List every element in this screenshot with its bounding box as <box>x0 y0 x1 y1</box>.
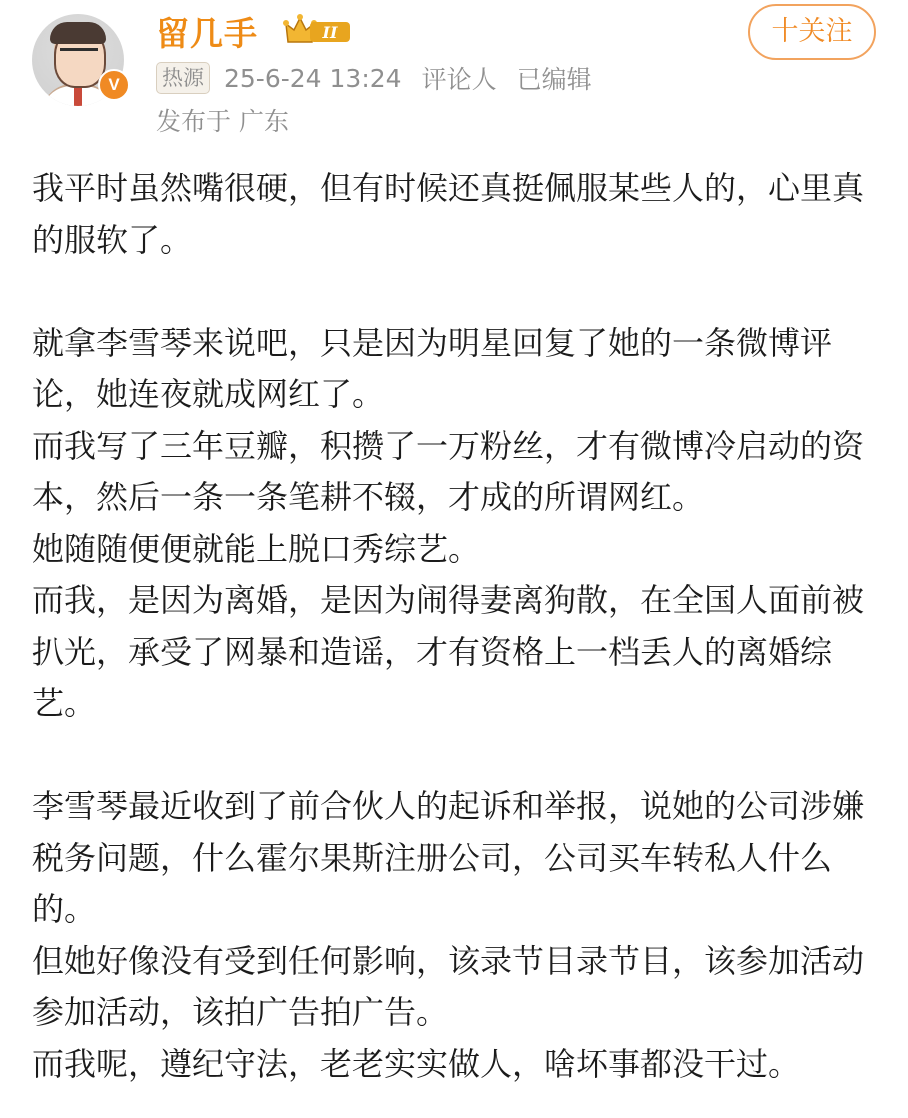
paragraph-gap <box>32 730 892 782</box>
paragraph-gap <box>32 266 892 318</box>
paragraph: 她随随便便就能上脱口秀综艺。 <box>32 529 481 568</box>
paragraph: 而我，是因为离婚，是因为闹得妻离狗散，在全国人面前被扒光，承受了网暴和造谣，才有资格上一档丢人的离婚综艺。 <box>32 581 865 722</box>
source-tag[interactable]: 热源 <box>156 62 210 94</box>
paragraph: 而我呢，遵纪守法，老老实实做人，啥坏事都没干过。 <box>32 1044 801 1083</box>
paragraph: 李雪琴最近收到了前合伙人的起诉和举报，说她的公司涉嫌税务问题，什么霍尔果斯注册公司，公司买车转私人什么的。 <box>32 787 865 928</box>
crown-level-text: II <box>322 23 338 42</box>
paragraph: 我平时虽然嘴很硬，但有时候还真挺佩服某些人的，心里真的服软了。 <box>32 169 865 259</box>
avatar-glasses <box>60 48 98 63</box>
crown-level-icon <box>282 12 356 46</box>
edited-label[interactable]: 已编辑 <box>516 65 592 94</box>
post-body <box>32 163 892 1090</box>
paragraph: 就拿李雪琴来说吧，只是因为明星回复了她的一条微博评论，她连夜就成网红了。 <box>32 323 833 413</box>
comment-role: 评论人 <box>421 65 497 94</box>
post-meta <box>156 60 612 96</box>
follow-button[interactable]: 十关注 <box>748 4 876 60</box>
paragraph: 而我写了三年豆瓣，积攒了一万粉丝，才有微博冷启动的资本，然后一条一条笔耕不辍，才成的所谓网红。 <box>32 426 865 516</box>
timestamp: 25-6-24 13:24 <box>224 63 402 93</box>
post-header <box>0 0 908 150</box>
avatar-tie <box>74 86 82 106</box>
paragraph: 但她好像没有受到任何影响，该录节目录节目，该参加活动参加活动，该拍广告拍广告。 <box>32 941 865 1031</box>
verified-icon: V <box>98 69 130 101</box>
post-location: 发布于 广东 <box>156 107 289 136</box>
avatar-hair <box>50 22 106 44</box>
author-name[interactable]: 留几手 <box>156 14 258 53</box>
